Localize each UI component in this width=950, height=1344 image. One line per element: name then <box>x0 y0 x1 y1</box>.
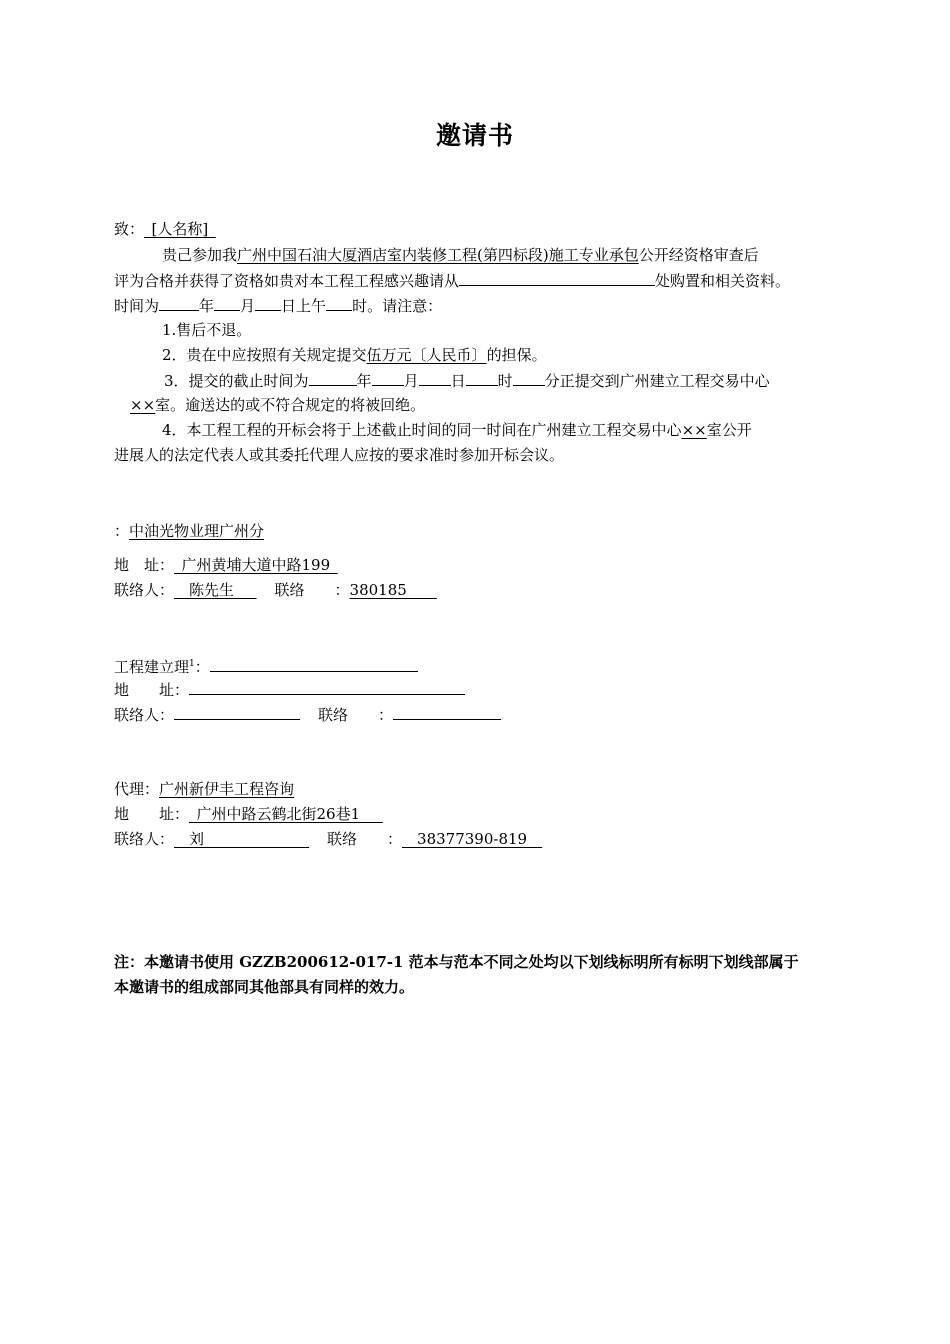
address-label: 地 址： <box>114 556 175 574</box>
issuer-phone: 380185____ <box>349 581 437 599</box>
blank-field <box>393 704 501 720</box>
body-text: 公开经资格审查后 <box>638 246 759 264</box>
agent-contact: __刘______________ <box>174 830 310 848</box>
agent-name: 广州新伊丰工程咨询 <box>159 780 295 798</box>
issuer-address: _广州黄埔大道中路199_ <box>174 556 338 574</box>
item-1: 1.售后不退。 <box>162 321 252 339</box>
body-text: 2．贵在中应按照有关规定提交 <box>162 346 367 364</box>
body-text: 3．提交的截止时间为 <box>164 372 309 390</box>
blank-field <box>159 295 199 311</box>
room-number: ×× <box>130 396 156 414</box>
agent-address: _广州中路云鹤北街26巷1___ <box>189 805 383 823</box>
salutation-line <box>114 219 216 239</box>
body-text: 月 <box>240 297 256 315</box>
blank-field <box>419 370 451 386</box>
blank-field <box>189 679 465 695</box>
document-title: 邀请书 <box>435 121 514 150</box>
room-number: ×× <box>681 421 707 439</box>
phone-label: 联络 ： <box>318 706 394 724</box>
phone-label: 联络 ： <box>327 830 403 848</box>
issuer-contact-line <box>114 580 437 600</box>
issuer-contact: __陈先生___ <box>174 581 257 599</box>
agent-contact-line <box>114 829 542 849</box>
issuer-name: 中油光物业理广州分 <box>129 522 265 540</box>
agent-line <box>114 779 294 799</box>
body-text: 月 <box>403 372 419 390</box>
body-text: 日 <box>450 372 466 390</box>
item-4-cont: 进展人的法定代表人或其委托代理人应按的要求准时参加开标会议。 <box>114 446 565 464</box>
issuer-name-line <box>114 521 264 541</box>
blank-field <box>513 370 545 386</box>
builder-line <box>114 654 418 677</box>
blank-field <box>255 295 281 311</box>
blank-field <box>326 295 352 311</box>
project-name: 广州中国石油大厦酒店室内装修工程(第四标段)施工专业承包 <box>237 246 639 264</box>
body-text: 时 <box>497 372 513 390</box>
builder-label: 工程建立理 <box>114 658 190 676</box>
blank-field <box>210 656 418 672</box>
contact-label: 联络人： <box>114 581 175 599</box>
item-3-cont <box>130 395 425 415</box>
recipient-name: _[人名称]_ <box>144 220 216 238</box>
agent-label: 代理： <box>114 780 160 798</box>
body-text: 室。逾送达的或不符合规定的将被回绝。 <box>155 396 426 414</box>
issuer-prefix: ： <box>114 522 130 540</box>
contact-label: 联络人： <box>114 706 175 724</box>
item-4 <box>162 420 752 440</box>
item-2 <box>162 345 547 365</box>
address-label: 地 址： <box>114 681 190 699</box>
body-text: 4．本工程工程的开标会将于上述截止时间的同一时间在广州建立工程交易中心 <box>162 421 682 439</box>
body-text: 时。请注意： <box>352 297 443 315</box>
address-label: 地 址： <box>114 805 190 823</box>
salutation-prefix: 致： <box>114 220 145 238</box>
contact-label: 联络人： <box>114 830 175 848</box>
blank-field <box>174 704 300 720</box>
agent-phone: __38377390-819__ <box>402 830 543 848</box>
item-3 <box>164 370 770 391</box>
builder-colon: ： <box>194 658 210 676</box>
body-text: 分正提交到广州建立工程交易中心 <box>544 372 770 390</box>
body-line-2 <box>114 270 790 291</box>
blank-field <box>459 270 655 286</box>
note-line-1: 注：本邀请书使用 GZZB200612-017-1 范本与范本不同之处均以下划线标明所有标明下划线部属于 <box>114 953 799 971</box>
blank-field <box>372 370 404 386</box>
body-text: 年 <box>356 372 372 390</box>
body-text: 的担保。 <box>486 346 547 364</box>
blank-field <box>309 370 357 386</box>
body-text: 年 <box>199 297 215 315</box>
blank-field <box>214 295 240 311</box>
body-line-1 <box>162 245 759 265</box>
body-text: 室公开 <box>706 421 752 439</box>
builder-contact-line <box>114 704 501 725</box>
guarantee-amount: 伍万元〔人民币〕 <box>366 346 487 364</box>
agent-address-line <box>114 804 383 824</box>
note-line-2: 本邀请书的组成部同其他部具有同样的效力。 <box>114 978 415 996</box>
blank-field <box>466 370 498 386</box>
body-line-3 <box>114 295 442 316</box>
body-text: 日上午 <box>281 297 327 315</box>
builder-address-line <box>114 679 465 700</box>
body-text: 贵己参加我 <box>162 246 238 264</box>
phone-label: 联络 ： <box>274 581 350 599</box>
body-text: 时间为 <box>114 297 160 315</box>
footnote-mark: 1 <box>189 659 195 669</box>
body-text: 处购置和相关资料。 <box>655 272 791 290</box>
body-text: 评为合格并获得了资格如贵对本工程工程感兴趣请从 <box>114 272 460 290</box>
issuer-address-line <box>114 555 338 575</box>
